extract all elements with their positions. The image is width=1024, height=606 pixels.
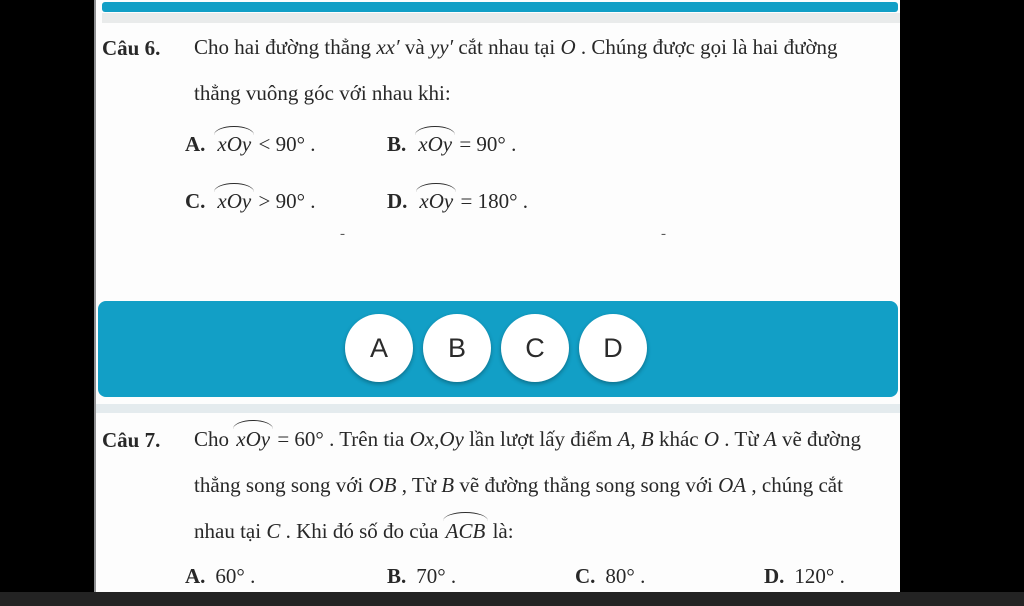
right-letterbox bbox=[900, 0, 1024, 606]
separator-dash-left: - bbox=[340, 226, 345, 242]
question-7-option-b bbox=[387, 558, 456, 589]
option-text: 60° . bbox=[215, 564, 256, 588]
option-letter: D. bbox=[764, 564, 785, 588]
question-7-text-line-1: Cho xOy = 60° . Trên tia Ox,Oy lần lượt lấy điểm A, B khác O . Từ A vẽ đường bbox=[194, 427, 862, 451]
answer-choice-d-button[interactable]: D bbox=[579, 314, 647, 382]
question-6-option-c bbox=[185, 183, 315, 214]
option-letter: A. bbox=[185, 564, 206, 588]
question-7-text-line-3: nhau tại C . Khi đó số đo của ACB là: bbox=[194, 519, 514, 543]
option-letter: C. bbox=[185, 189, 206, 213]
option-text: xOy = 180° . bbox=[419, 189, 528, 213]
answer-choice-a-button[interactable]: A bbox=[345, 314, 413, 382]
separator-dash-right: - bbox=[661, 226, 666, 242]
question-6-text-line-2: thẳng vuông góc với nhau khi: bbox=[194, 81, 451, 105]
option-text: 70° . bbox=[416, 564, 457, 588]
mid-gray-band bbox=[96, 404, 900, 413]
answer-choice-b-button[interactable]: B bbox=[423, 314, 491, 382]
top-gray-band bbox=[102, 13, 900, 23]
question-6-text-line-1: Cho hai đường thẳng xx′ và yy′ cắt nhau tại O . Chúng được gọi là hai đường bbox=[194, 35, 838, 59]
option-text: 120° . bbox=[794, 564, 845, 588]
question-7-option-c bbox=[575, 558, 645, 589]
answer-choice-c-button[interactable]: C bbox=[501, 314, 569, 382]
question-7-text-line-2: thẳng song song với OB , Từ B vẽ đường thẳng song song với OA , chúng cắt bbox=[194, 473, 843, 497]
answer-bar bbox=[98, 301, 898, 397]
question-sheet bbox=[94, 0, 900, 606]
option-text: xOy = 90° . bbox=[418, 132, 517, 156]
top-accent-bar bbox=[102, 2, 898, 12]
option-letter: C. bbox=[575, 564, 596, 588]
question-7-option-a bbox=[185, 558, 255, 589]
option-letter: A. bbox=[185, 132, 206, 156]
option-letter: B. bbox=[387, 564, 407, 588]
option-text: 80° . bbox=[605, 564, 646, 588]
option-letter: B. bbox=[387, 132, 407, 156]
option-letter: D. bbox=[387, 189, 408, 213]
question-7-label: Câu 7. bbox=[102, 428, 161, 452]
left-letterbox bbox=[0, 0, 94, 606]
option-text: xOy < 90° . bbox=[217, 132, 316, 156]
question-6-option-d bbox=[387, 183, 528, 214]
question-7-option-d bbox=[764, 558, 845, 589]
question-6-option-b bbox=[387, 126, 516, 157]
question-6-label: Câu 6. bbox=[102, 36, 161, 60]
option-text: xOy > 90° . bbox=[217, 189, 316, 213]
bottom-dark-strip bbox=[0, 592, 1024, 606]
question-6-option-a bbox=[185, 126, 315, 157]
